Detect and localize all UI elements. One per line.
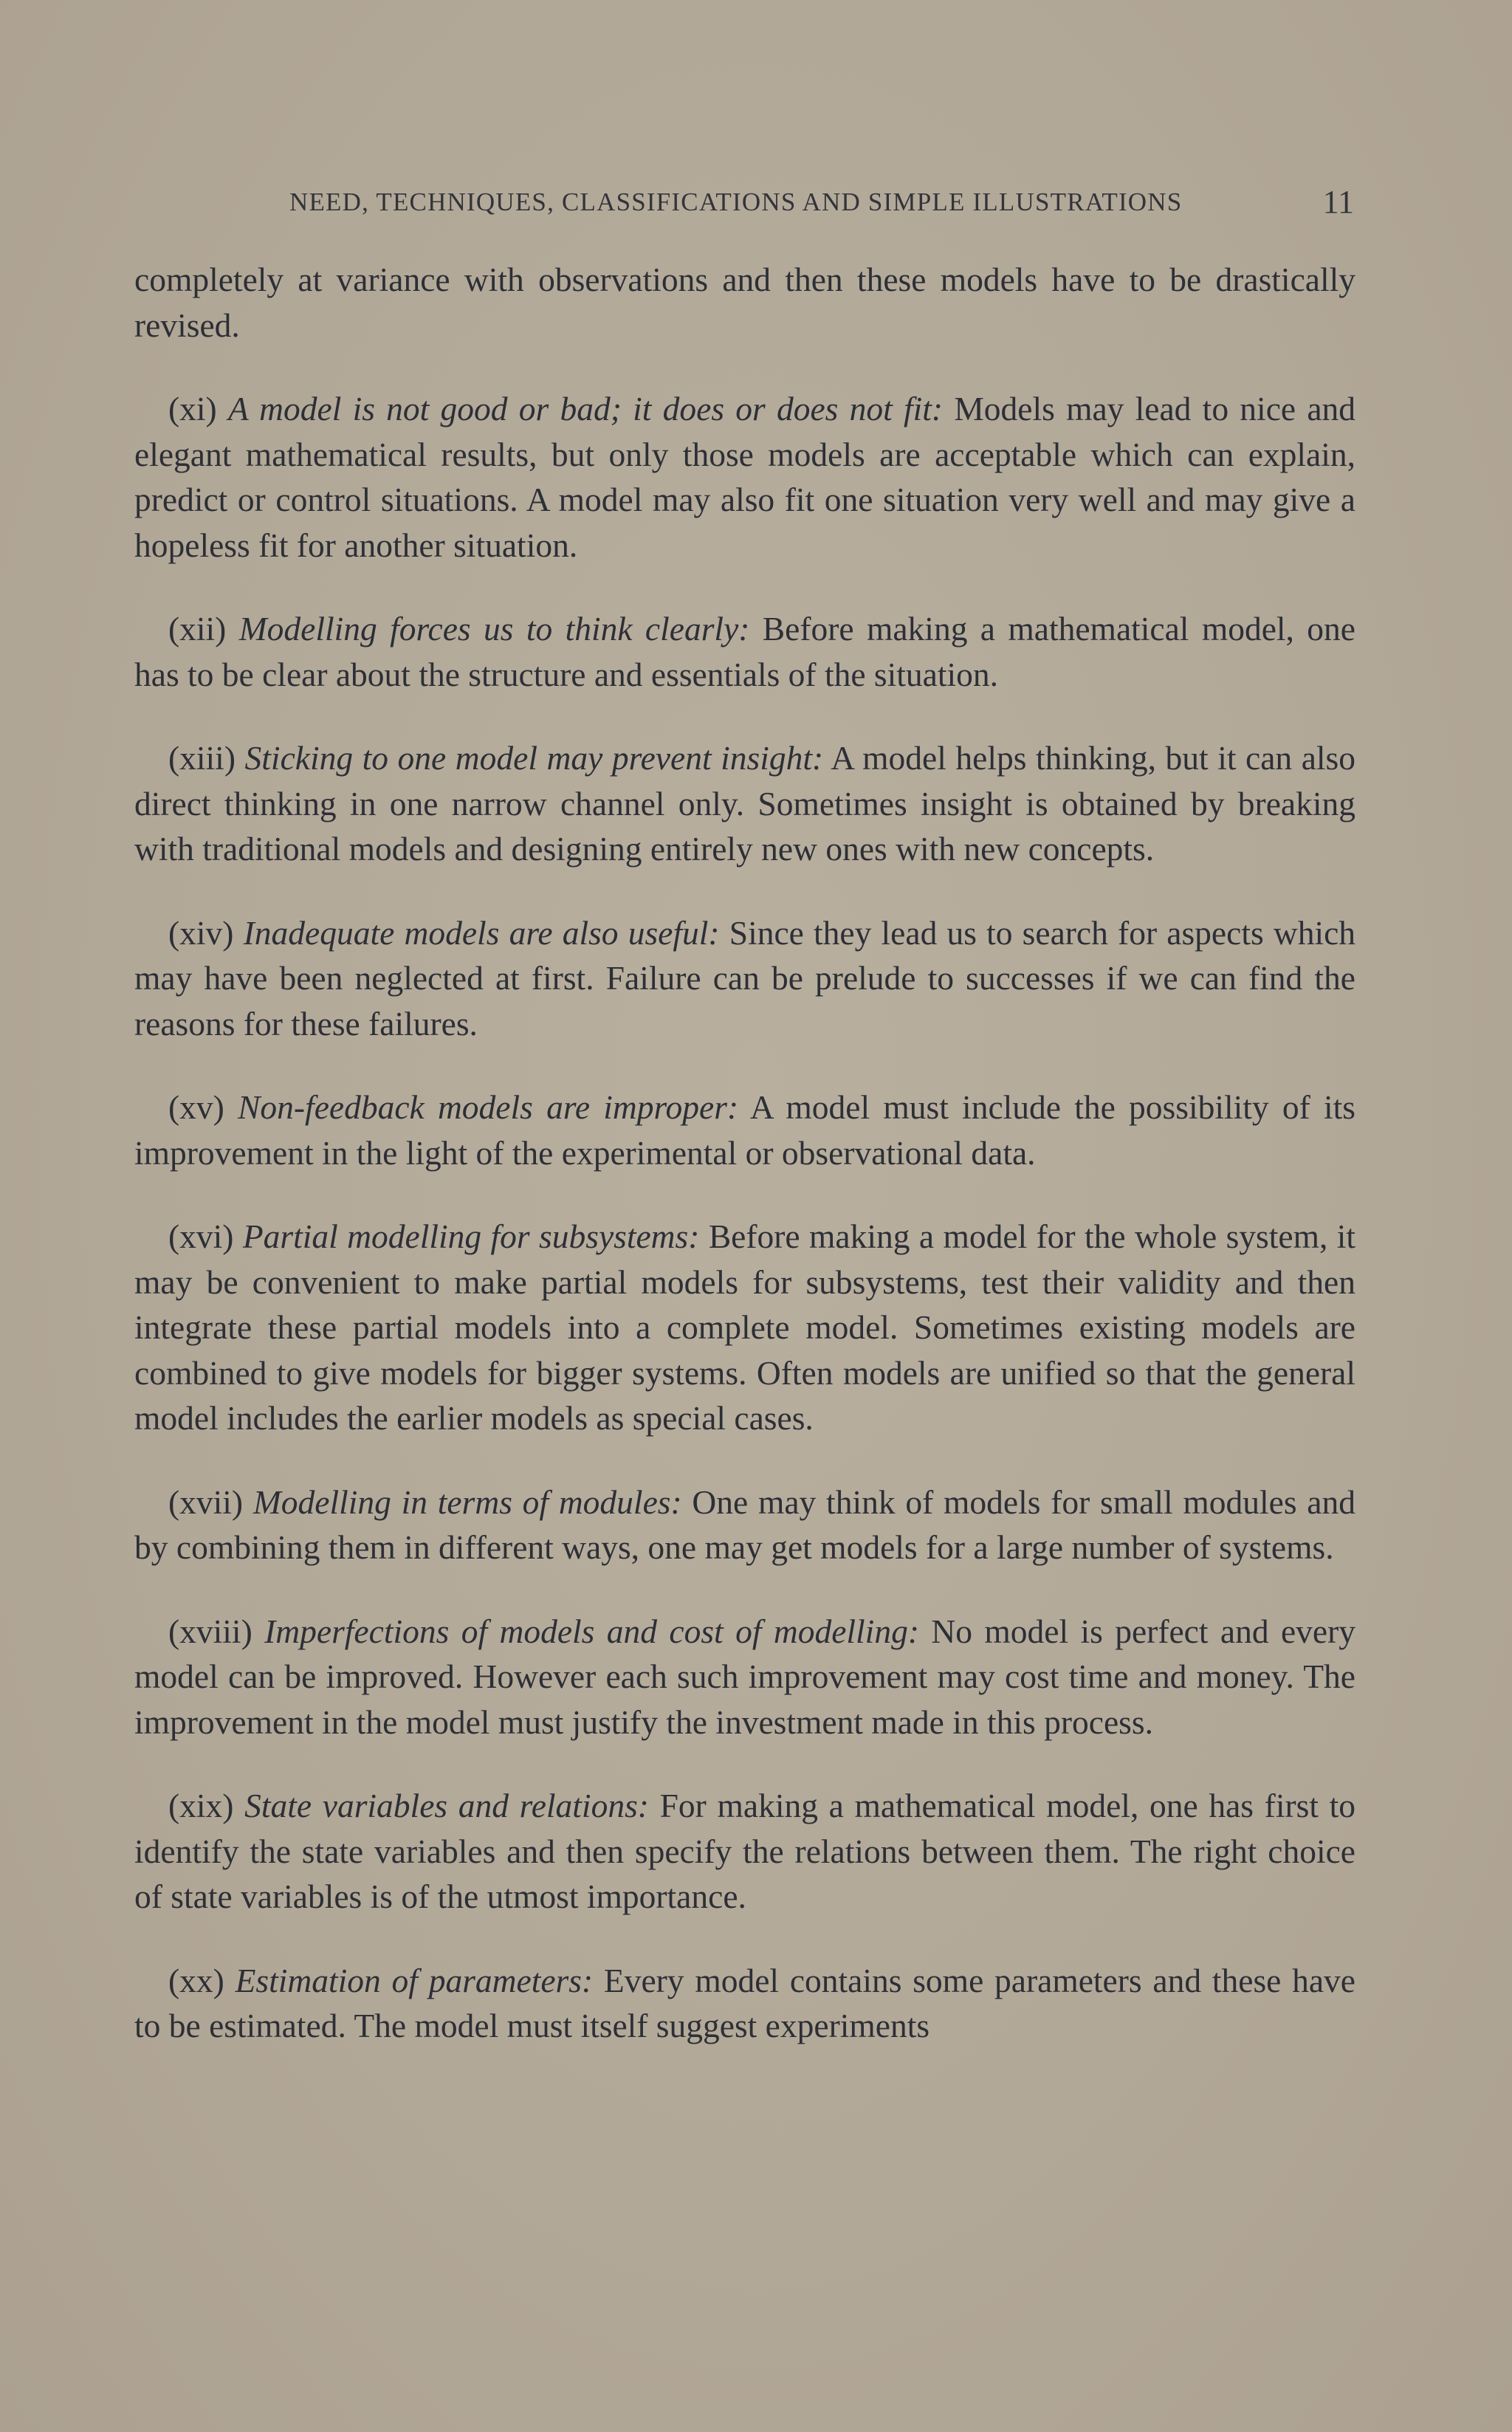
item-heading: Modelling in terms of modules: <box>252 1483 682 1521</box>
item-numeral: (xx) <box>168 1961 224 1999</box>
item-text: Since they lead us to search for aspects which may have been neglected at first. Failure can be prelude to successes if we can find the reasons for these failures. <box>134 913 1356 1042</box>
item-heading: Estimation of parameters: <box>235 1961 594 1999</box>
list-item-xv <box>134 1085 1355 1175</box>
item-heading: State variables and relations: <box>244 1787 649 1824</box>
item-heading: Partial modelling for subsystems: <box>242 1217 700 1255</box>
item-text: Every model contains some parameters and these have to be estimated. The model must itself suggest experiments <box>134 1961 1356 2044</box>
running-title: NEED, TECHNIQUES, CLASSIFICATIONS AND SIMPLE ILLUSTRATIONS <box>289 188 1183 216</box>
running-header <box>289 183 1354 220</box>
item-text: A model helps thinking, but it can also direct thinking in one narrow channel only. Sometimes insight is obtained by breaking with traditional models and designing entirely new ones with new concepts. <box>134 739 1355 868</box>
list-item-xvi <box>134 1214 1355 1441</box>
item-text: One may think of models for small modules and by combining them in different ways, one may get models for a large number of systems. <box>134 1483 1355 1566</box>
item-numeral: (xi) <box>168 390 217 427</box>
item-numeral: (xvi) <box>168 1217 234 1255</box>
item-heading: Non-feedback models are improper: <box>238 1088 739 1126</box>
item-heading: Modelling forces us to think clearly: <box>238 610 750 647</box>
item-heading: A model is not good or bad; it does or does not fit: <box>227 390 944 427</box>
item-numeral: (xiii) <box>168 739 236 777</box>
item-numeral: (xviii) <box>168 1612 252 1650</box>
list-item-xix <box>134 1783 1355 1920</box>
list-item-xviii <box>134 1609 1355 1745</box>
item-numeral: (xvii) <box>168 1483 244 1521</box>
item-text: Before making a model for the whole system, it may be convenient to make partial models for subsystems, test their validity and then integrate these partial models into a complete model. Sometimes existing models are combined to give models for bigger systems. Often models are unified so that the general model includes the earlier models as special cases. <box>134 1217 1356 1437</box>
item-text: Before making a mathematical model, one has to be clear about the structure and essentials of the situation. <box>134 610 1355 693</box>
page-number: 11 <box>1322 184 1354 220</box>
item-heading: Imperfections of models and cost of modelling: <box>264 1612 919 1650</box>
continuation-paragraph: completely at variance with observations and then these models have to be drastically revised. <box>134 261 1355 344</box>
list-item-xi <box>134 386 1355 568</box>
item-text: For making a mathematical model, one has first to identify the state variables and then specify the relations between them. The right choice of state variables is of the utmost importance. <box>134 1787 1356 1915</box>
item-text: Models may lead to nice and elegant mathematical results, but only those models are acceptable which can explain, predict or control situations. A model may also fit one situation very well and may give a hopeless fit for another situation. <box>134 390 1356 564</box>
list-item-xvii <box>134 1480 1355 1570</box>
item-heading: Sticking to one model may prevent insight: <box>244 739 824 777</box>
item-text: A model must include the possibility of its improvement in the light of the experimental or observational data. <box>134 1088 1355 1172</box>
item-numeral: (xiv) <box>168 913 234 952</box>
item-numeral: (xix) <box>168 1787 234 1824</box>
list-item-xiv <box>134 910 1355 1047</box>
body-text <box>134 257 1355 2049</box>
item-numeral: (xii) <box>168 610 227 647</box>
item-heading: Inadequate models are also useful: <box>243 913 720 952</box>
item-text: No model is perfect and every model can be improved. However each such improvement may cost time and money. The improvement in the model must justify the investment made in this process. <box>134 1612 1356 1741</box>
list-item-xiii <box>134 735 1355 872</box>
list-item-xx <box>134 1958 1355 2049</box>
list-item-xii <box>134 606 1355 697</box>
item-numeral: (xv) <box>168 1088 224 1126</box>
